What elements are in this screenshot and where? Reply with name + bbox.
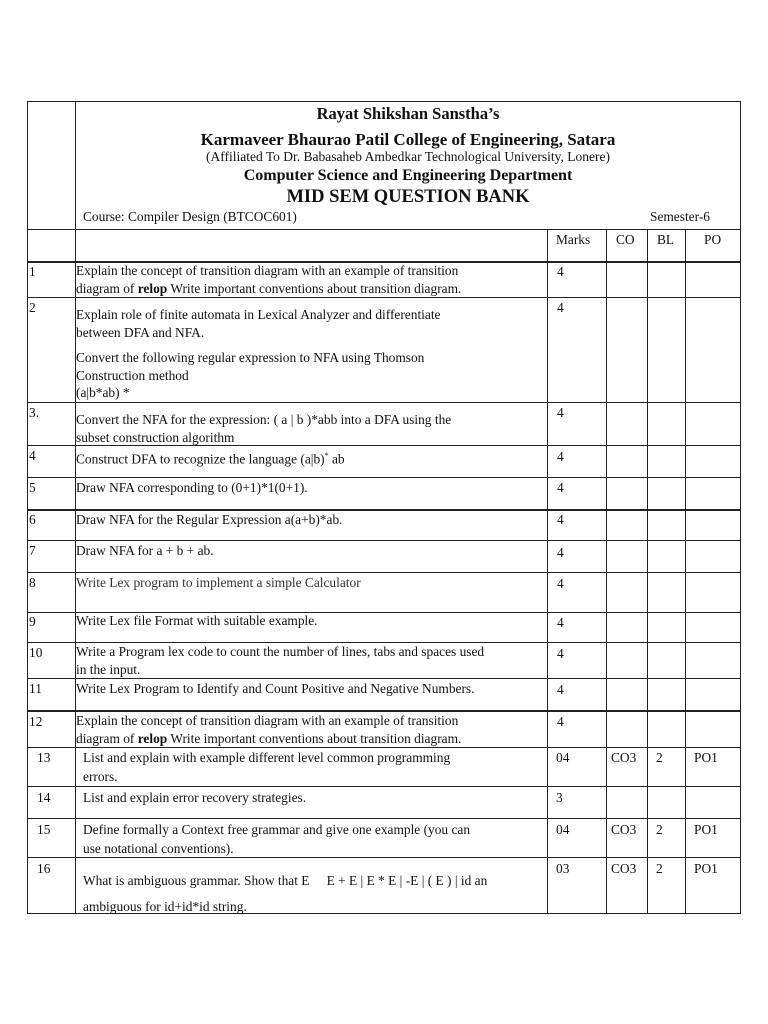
question-number: 14 xyxy=(37,790,51,805)
marks-value: 4 xyxy=(557,646,564,661)
question-number: 7 xyxy=(29,543,36,558)
question-text: Write Lex program to implement a simple Calculator xyxy=(76,575,361,590)
marks-value: 4 xyxy=(557,512,564,527)
row-divider xyxy=(27,786,741,787)
semester-label: Semester-6 xyxy=(650,209,710,224)
question-number: 16 xyxy=(37,861,51,876)
marks-value: 4 xyxy=(557,545,564,560)
question-text: Write Lex file Format with suitable example. xyxy=(76,613,318,628)
question-number: 15 xyxy=(37,822,51,837)
marks-value: 03 xyxy=(556,861,570,876)
marks-value: 4 xyxy=(557,264,564,279)
bl-value: 2 xyxy=(656,861,663,876)
marks-value: 4 xyxy=(557,714,564,729)
co-value: CO3 xyxy=(611,861,637,876)
question-number: 12 xyxy=(29,714,43,729)
question-number: 2 xyxy=(29,300,36,315)
question-number: 1 xyxy=(29,264,36,279)
marks-value: 3 xyxy=(556,790,563,805)
question-text: Define formally a Context free grammar and give one example (you can use notational conventions). xyxy=(83,822,471,856)
po-value: PO1 xyxy=(694,750,718,765)
bl-value: 2 xyxy=(656,822,663,837)
question-text: Write Lex Program to Identify and Count Positive and Negative Numbers. xyxy=(76,681,475,696)
marks-value: 4 xyxy=(557,405,564,420)
co-value: CO3 xyxy=(611,822,637,837)
co-value: CO3 xyxy=(611,750,637,765)
question-text: List and explain error recovery strategies. xyxy=(83,790,307,805)
question-text: Write a Program lex code to count the number of lines, tabs and spaces used in the input. xyxy=(76,644,485,677)
question-text: Construct DFA to recognize the language (a|b)* ab xyxy=(76,451,345,467)
trust-name: Rayat Shikshan Sanstha’s xyxy=(316,104,500,123)
marks-value: 4 xyxy=(557,615,564,630)
question-text: Explain the concept of transition diagram with an example of transition diagram of relop Write important conventions about transition diagram. xyxy=(76,713,462,746)
bl-value: 2 xyxy=(656,750,663,765)
question-text: What is ambiguous grammar. Show that E E + E | E * E | -E | ( E ) | id an ambiguous for id+id*id string. xyxy=(83,873,474,914)
affiliation: (Affiliated To Dr. Babasaheb Ambedkar Technological University, Lonere) xyxy=(206,149,610,164)
page-title: MID SEM QUESTION BANK xyxy=(286,187,530,207)
question-number: 11 xyxy=(29,681,42,696)
question-number: 8 xyxy=(29,575,36,590)
marks-value: 4 xyxy=(557,300,564,315)
row-divider xyxy=(27,572,741,573)
column-divider xyxy=(75,101,76,914)
po-value: PO1 xyxy=(694,822,718,837)
question-text: Draw NFA corresponding to (0+1)*1(0+1). xyxy=(76,480,308,495)
question-number: 6 xyxy=(29,512,36,527)
question-number: 10 xyxy=(29,645,43,660)
question-text: Explain the concept of transition diagram with an example of transition diagram of relop Write important conventions about transition diagram. xyxy=(76,263,462,296)
question-text: Draw NFA for a + b + ab. xyxy=(76,543,214,558)
marks-value: 4 xyxy=(557,480,564,495)
co-header: CO xyxy=(616,232,635,247)
bl-header: BL xyxy=(657,232,675,247)
question-text: List and explain with example different level common programming errors. xyxy=(83,750,451,784)
question-number: 9 xyxy=(29,614,36,629)
row-divider xyxy=(27,678,741,679)
marks-value: 04 xyxy=(556,822,570,837)
department-name: Computer Science and Engineering Department xyxy=(243,167,573,184)
question-number: 5 xyxy=(29,480,36,495)
row-divider xyxy=(27,540,741,541)
row-divider xyxy=(27,297,741,298)
marks-value: 4 xyxy=(557,576,564,591)
question-text: Convert the NFA for the expression: ( a | b )*abb into a DFA using the subset construction algorithm xyxy=(76,412,452,445)
question-text: Explain role of finite automata in Lexical Analyzer and differentiate between DFA and NFA. Convert the following regular expression to NFA using Thomson Construction method (a|b*ab) * xyxy=(76,307,441,400)
question-number: 13 xyxy=(37,750,51,765)
row-divider xyxy=(27,229,741,230)
college-name: Karmaveer Bhaurao Patil College of Engineering, Satara xyxy=(200,130,616,149)
question-text: Draw NFA for the Regular Expression a(a+b)*ab. xyxy=(76,512,343,527)
row-divider xyxy=(27,818,741,819)
marks-value: 04 xyxy=(556,750,570,765)
row-divider xyxy=(27,477,741,478)
course-label: Course: Compiler Design (BTCOC601) xyxy=(83,209,297,224)
marks-header: Marks xyxy=(556,232,591,247)
question-number: 3. xyxy=(29,405,40,420)
question-number: 4 xyxy=(29,448,36,463)
marks-value: 4 xyxy=(557,682,564,697)
po-header: PO xyxy=(704,232,722,247)
po-value: PO1 xyxy=(694,861,718,876)
row-divider xyxy=(27,402,741,403)
marks-value: 4 xyxy=(557,449,564,464)
